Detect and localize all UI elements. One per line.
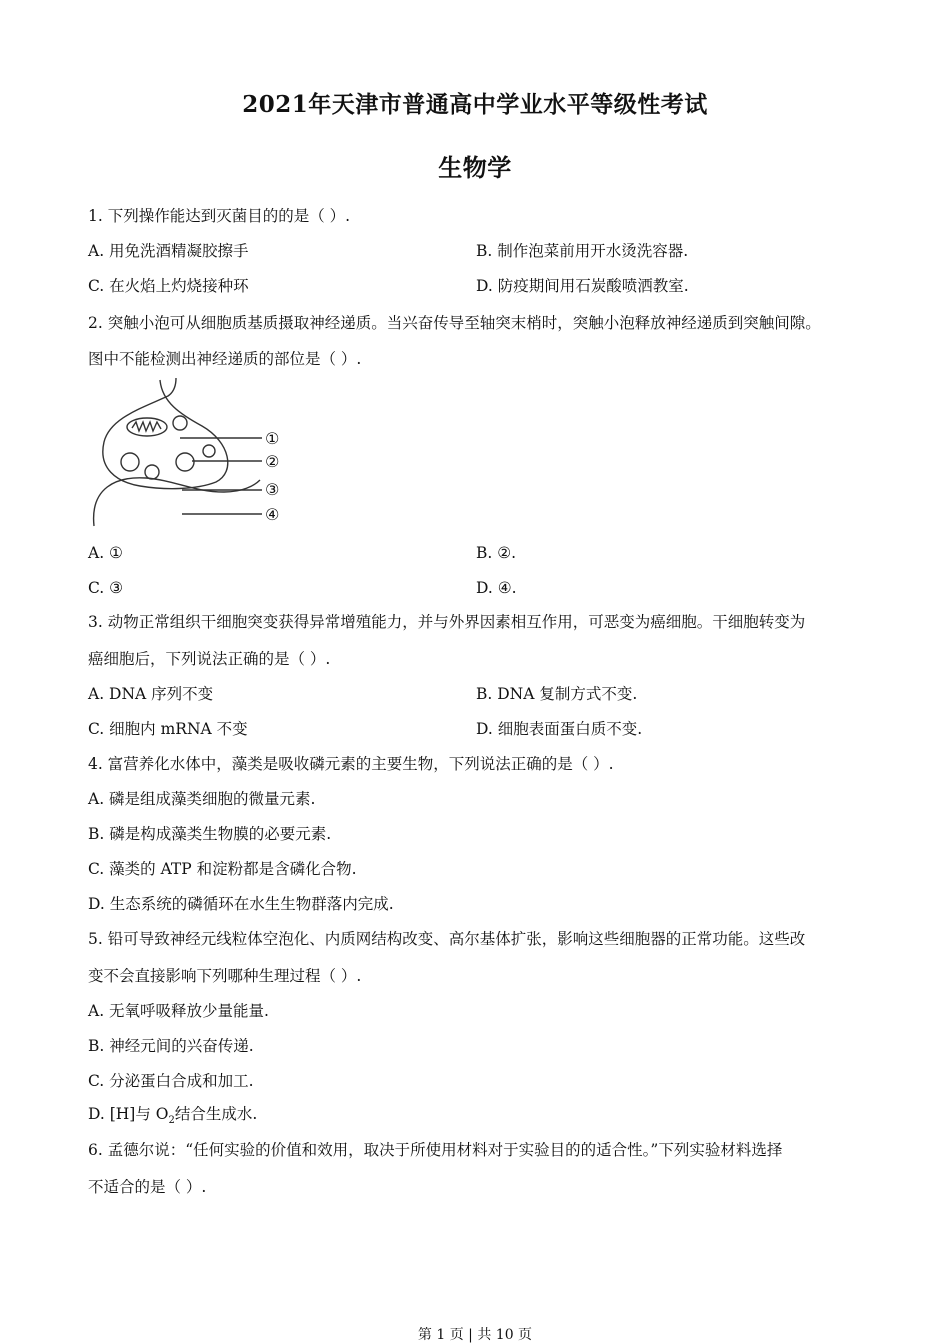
diagram-label-1: ① — [265, 429, 280, 448]
diagram-label-4: ④ — [265, 505, 280, 524]
q5-option-a: A. 无氧呼吸释放少量能量. — [88, 1002, 269, 1020]
q4-option-b: B. 磷是构成藻类生物膜的必要元素. — [88, 825, 332, 843]
q1-stem: 1. 下列操作能达到灭菌目的的是（ ）. — [88, 207, 351, 225]
q2-option-a: A. ① — [88, 544, 123, 562]
page-footer: 第 1 页 | 共 10 页 — [417, 1327, 533, 1343]
q6-stem-line2: 不适合的是（ ）. — [88, 1178, 207, 1196]
q5-stem-line2: 变不会直接影响下列哪种生理过程（ ）. — [88, 967, 362, 985]
q2-stem-line1: 2. 突触小泡可从细胞质基质摄取神经递质。当兴奋传导至轴突末梢时，突触小泡释放神经递质到突触间隙。 — [88, 314, 821, 332]
subject-title: 生物学 — [438, 153, 512, 182]
q3-option-d: D. 细胞表面蛋白质不变. — [476, 720, 643, 738]
q5-option-d-tail: 结合生成水. — [174, 1105, 258, 1123]
q1-option-a: A. 用免洗酒精凝胶擦手 — [88, 242, 249, 260]
q1-option-d: D. 防疫期间用石炭酸喷洒教室. — [476, 277, 689, 295]
q2-option-d: D. ④. — [476, 579, 517, 597]
q3-stem-line1: 3. 动物正常组织干细胞突变获得异常增殖能力，并与外界因素相互作用，可恶变为癌细胞。干细胞转变为 — [88, 613, 806, 631]
q4-option-d: D. 生态系统的磷循环在水生生物群落内完成. — [88, 895, 394, 913]
q5-subscript-2: 2 — [168, 1115, 175, 1127]
q3-option-a: A. DNA 序列不变 — [88, 685, 214, 703]
q2-option-c: C. ③ — [88, 579, 124, 597]
q2-stem-line2: 图中不能检测出神经递质的部位是（ ）. — [88, 350, 362, 368]
q6-stem-line1: 6. 孟德尔说：“任何实验的价值和效用，取决于所使用材料对于实验目的的适合性。”下列实验材料选择 — [88, 1141, 783, 1159]
diagram-label-2: ② — [265, 452, 280, 471]
q5-option-d — [88, 1104, 257, 1131]
q4-option-c: C. 藻类的 ATP 和淀粉都是含磷化合物. — [88, 860, 357, 878]
q2-option-b: B. ②. — [476, 544, 517, 562]
q3-option-c: C. 细胞内 mRNA 不变 — [88, 720, 248, 738]
q5-option-b: B. 神经元间的兴奋传递. — [88, 1037, 254, 1055]
q4-option-a: A. 磷是组成藻类细胞的微量元素. — [88, 790, 316, 808]
q1-option-c: C. 在火焰上灼烧接种环 — [88, 277, 249, 295]
q5-option-c: C. 分泌蛋白合成和加工. — [88, 1072, 254, 1090]
diagram-label-3: ③ — [265, 480, 280, 499]
exam-title: 2021年天津市普通高中学业水平等级性考试 — [242, 91, 708, 118]
q3-stem-line2: 癌细胞后，下列说法正确的是（ ）. — [88, 650, 331, 668]
q1-option-b: B. 制作泡菜前用开水烫洗容器. — [476, 242, 689, 260]
q5-option-d-text: D. [H]与 O — [88, 1105, 169, 1123]
q5-stem-line1: 5. 铅可导致神经元线粒体空泡化、内质网结构改变、高尔基体扩张，影响这些细胞器的正常功能。这些改 — [88, 930, 806, 948]
q3-option-b: B. DNA 复制方式不变. — [476, 685, 638, 703]
synapse-diagram — [84, 376, 299, 528]
q4-stem: 4. 富营养化水体中，藻类是吸收磷元素的主要生物，下列说法正确的是（ ）. — [88, 755, 614, 773]
